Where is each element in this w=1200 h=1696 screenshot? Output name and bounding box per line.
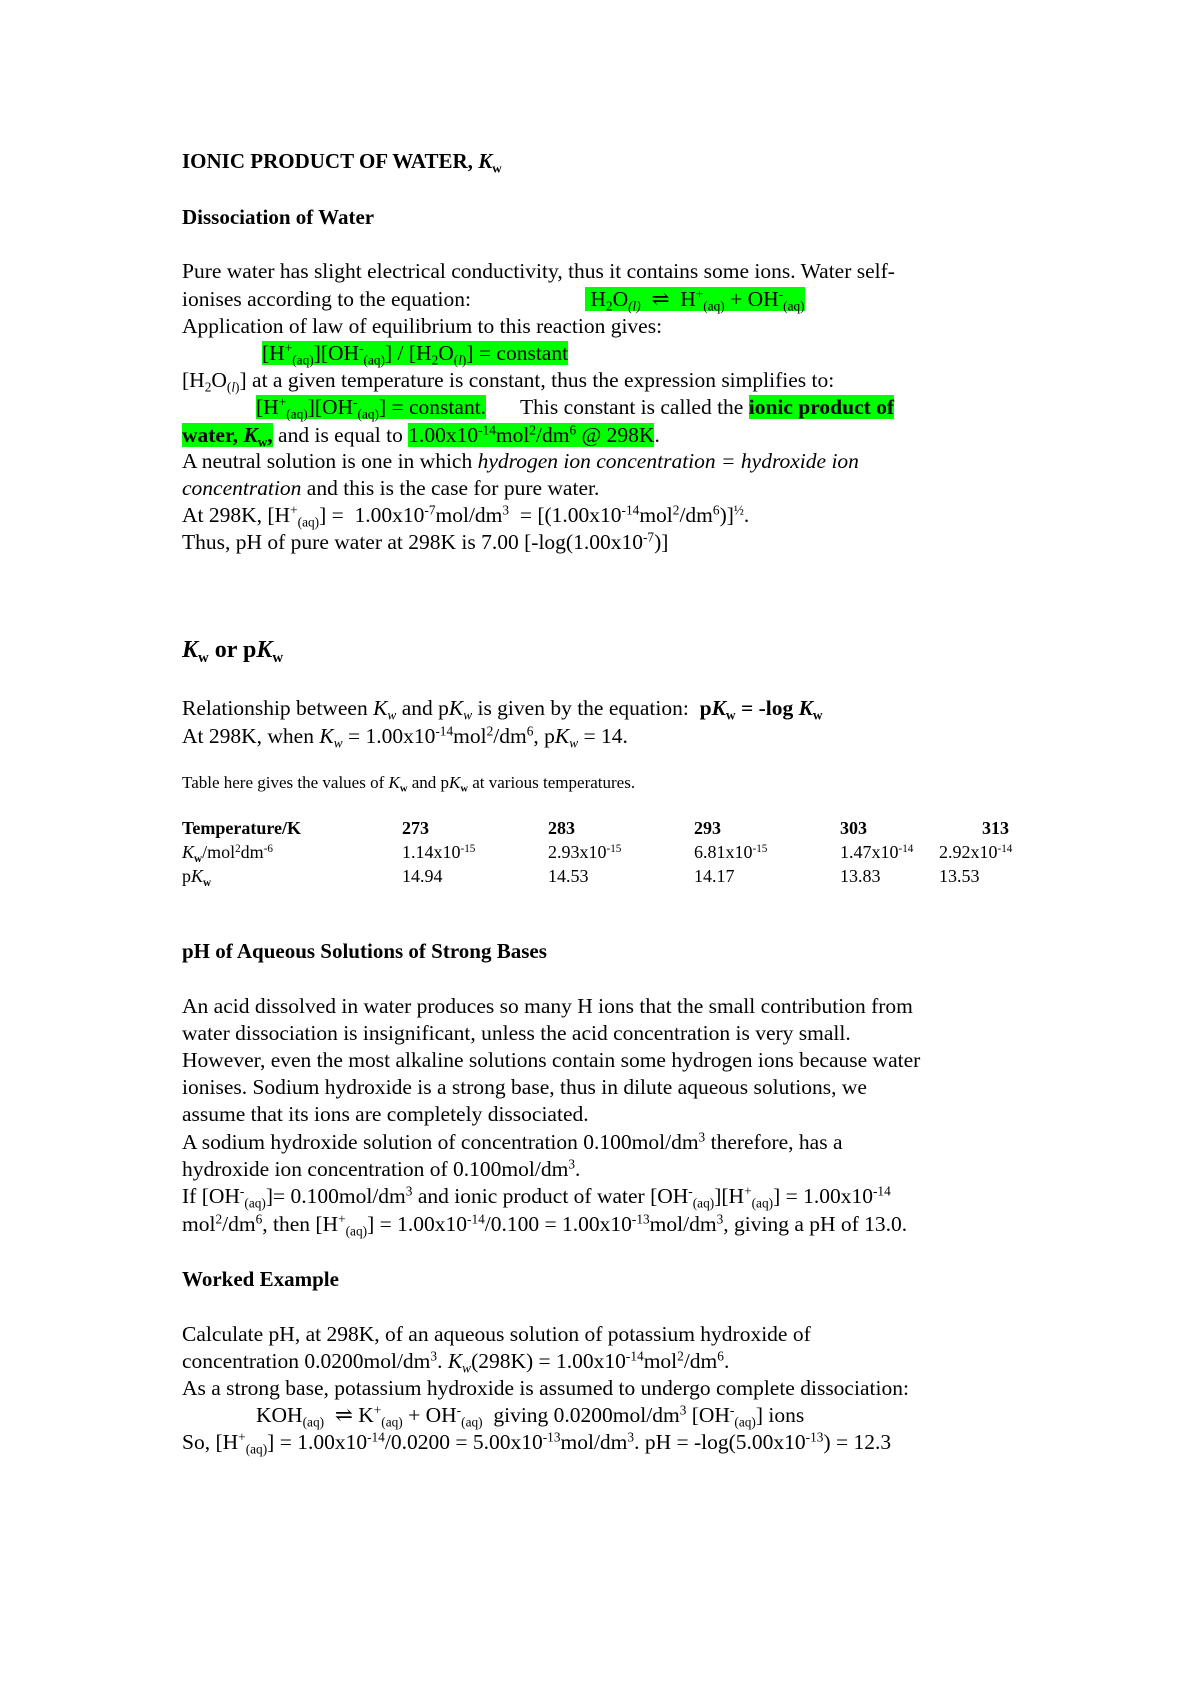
table-row-kw: [182, 842, 1042, 866]
section-heading-strong-bases: pH of Aqueous Solutions of Strong Bases: [182, 939, 547, 963]
paragraph-line: Application of law of equilibrium to this reaction gives:: [182, 314, 663, 338]
paragraph-line: However, even the most alkaline solutions contain some hydrogen ions because water: [182, 1048, 921, 1072]
table-cell: 313: [982, 818, 1009, 838]
paragraph-line: A neutral solution is one in which hydrogen ion concentration = hydroxide ion: [182, 449, 859, 473]
paragraph-line: water dissociation is insignificant, unless the acid concentration is very small.: [182, 1021, 851, 1045]
table-cell: 293: [694, 818, 721, 838]
paragraph-line: So, $[H^+_{(aq)}] = 1.00x10^{-14}/0.0200 = 5.00x10^{-13}mol/dm^3$. pH = $-\log(5.00x10^{-13}) = 12.3$: [182, 1429, 892, 1457]
table-header-row: [182, 818, 1042, 842]
table-cell: 273: [402, 818, 429, 838]
table-cell: 14.53: [548, 866, 589, 886]
paragraph-line: A sodium hydroxide solution of concentration $0.100mol/dm^3$ therefore, has a: [182, 1129, 843, 1154]
paragraph-line: $mol^2/dm^6$, then $[H^+_{(aq)}] = 1.00x10^{-14}/0.100 = 1.00x10^{-13}mol/dm^3$, giving a pH of 13.0.: [182, 1211, 908, 1239]
table-row-label: $pK_w$: [182, 866, 212, 889]
paragraph-line: ionises. Sodium hydroxide is a strong base, thus in dilute aqueous solutions, we: [182, 1075, 867, 1099]
paragraph-line-constant: $[H^+_{(aq)}][OH^-_{(aq)}]$ = constant. This constant is called the ionic product of: [256, 394, 895, 422]
table-cell: 13.83: [840, 866, 881, 886]
section-heading-dissociation: Dissociation of Water: [182, 205, 375, 229]
paragraph-line: Pure water has slight electrical conductivity, thus it contains some ions. Water self-: [182, 259, 895, 283]
paragraph-line: water, $K_w$, and is equal to $1.00x10^{-14}mol^2/dm^6$ @ 298K.: [182, 422, 660, 450]
section-heading-kw: $K_w$ or $pK_w$: [182, 637, 284, 667]
page-title: IONIC PRODUCT OF WATER, $K_w$: [182, 149, 502, 176]
table-cell: $2.93x10^{-15}$: [548, 842, 622, 862]
paragraph-line: If $[OH^-_{(aq)}]= 0.100mol/dm^3$ and ionic product of water $[OH^-_{(aq)}][H^+_{(aq)}] = 1.00x10^{-14}$: [182, 1183, 891, 1211]
table-cell: 283: [548, 818, 575, 838]
paragraph-line: At 298K, $[H^+_{(aq)}] = 1.00x10^{-7}mol/dm^3 = [(1.00x10^{-14}mol^2/dm^6)]^{\frac{1}{2}}$.: [182, 502, 750, 530]
dissociation-equation-koh: $KOH_{(aq)}$ ⇌ $K^+_{(aq)} + OH^-_{(aq)}$ giving $0.0200mol/dm^3$ $[OH^-_{(aq)}]$ ions: [256, 1402, 805, 1430]
table-cell: $6.81x10^{-15}$: [694, 842, 768, 862]
paragraph-line-equation: ionises according to the equation: $H_2O_{(l)}$ ⇌ $H^+_{(aq)} + OH^-_{(aq)}$: [182, 286, 805, 314]
table-cell: 13.53: [939, 866, 980, 886]
table-cell: $2.92x10^{-14}$: [939, 842, 1013, 862]
paragraph-line: $[H_2O_{(l)}]$ at a given temperature is constant, thus the expression simplifies to:: [182, 368, 835, 395]
table-cell: $1.47x10^{-14}$: [840, 842, 914, 862]
table-cell: 303: [840, 818, 867, 838]
paragraph-line: hydroxide ion concentration of $0.100mol/dm^3$.: [182, 1156, 581, 1181]
table-cell: $1.14x10^{-15}$: [402, 842, 476, 862]
table-row-pkw: [182, 866, 1042, 890]
paragraph-line: At 298K, when $K_w = 1.00x10^{-14}mol^2/dm^6$, $pK_w = 14$.: [182, 723, 628, 751]
paragraph-line: Thus, pH of pure water at 298K is 7.00 $[-\log(1.00x10^{-7})]$: [182, 529, 669, 554]
section-heading-worked-example: Worked Example: [182, 1267, 339, 1291]
dissociation-equation: $H_2O_{(l)}$ ⇌ $H^+_{(aq)} + OH^-_{(aq)}$: [585, 287, 805, 311]
paragraph-line: As a strong base, potassium hydroxide is assumed to undergo complete dissociation:: [182, 1376, 909, 1400]
paragraph-line: An acid dissolved in water produces so many H ions that the small contribution from: [182, 994, 913, 1018]
table-cell: 14.17: [694, 866, 735, 886]
table-caption: Table here gives the values of $K_w$ and $pK_w$ at various temperatures.: [182, 773, 636, 795]
table-row-label: $K_w/mol^2dm^{-6}$: [182, 842, 273, 865]
table-cell: 14.94: [402, 866, 443, 886]
equilibrium-expression: $[H^+_{(aq)}][OH^-_{(aq)}] / [H_2O_{(l)}]$ = constant: [262, 340, 569, 368]
paragraph-line: concentration $0.0200mol/dm^3$. $K_w(298K) = 1.00x10^{-14}mol^2/dm^6$.: [182, 1348, 730, 1376]
paragraph-line: assume that its ions are completely dissociated.: [182, 1102, 589, 1126]
paragraph-line: Calculate pH, at 298K, of an aqueous solution of potassium hydroxide of: [182, 1322, 811, 1346]
paragraph-line: Relationship between $K_w$ and $pK_w$ is given by the equation: $pK_w = -\log$ $K_w$: [182, 696, 823, 723]
paragraph-line: concentration and this is the case for pure water.: [182, 476, 600, 500]
table-header-label: Temperature/K: [182, 818, 301, 838]
